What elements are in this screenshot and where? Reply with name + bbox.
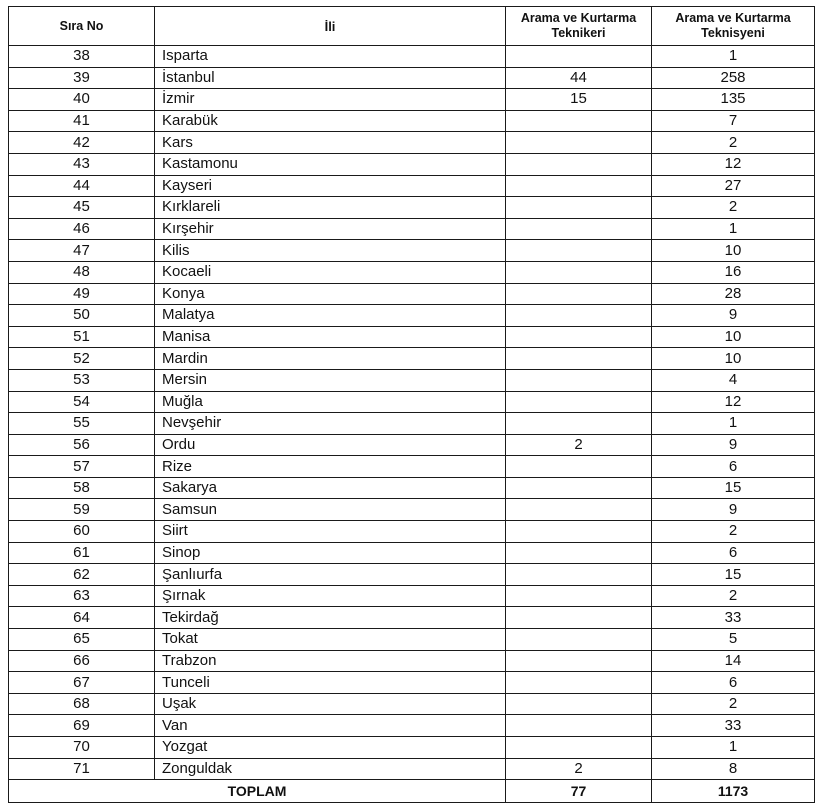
table-row [9, 650, 815, 672]
row-city: Kilis [155, 240, 506, 262]
row-city: Konya [155, 283, 506, 305]
table-row [9, 456, 815, 478]
row-tekniker [506, 693, 652, 715]
table-row [9, 564, 815, 586]
header-row [9, 7, 815, 46]
row-sira-no: 58 [9, 477, 155, 499]
row-teknisyen: 12 [652, 153, 815, 175]
row-sira-no: 69 [9, 715, 155, 737]
row-tekniker [506, 564, 652, 586]
row-tekniker [506, 650, 652, 672]
table-row [9, 175, 815, 197]
row-sira-no: 67 [9, 672, 155, 694]
row-teknisyen: 2 [652, 521, 815, 543]
row-sira-no: 38 [9, 46, 155, 68]
total-teknisyen: 1173 [652, 780, 815, 803]
total-row [9, 780, 815, 803]
row-tekniker [506, 218, 652, 240]
header-teknisyen: Arama ve Kurtarma Teknisyeni [652, 7, 815, 46]
row-city: Nevşehir [155, 413, 506, 435]
table-row [9, 715, 815, 737]
row-sira-no: 49 [9, 283, 155, 305]
row-sira-no: 39 [9, 67, 155, 89]
table-body [9, 46, 815, 780]
row-tekniker [506, 175, 652, 197]
row-sira-no: 43 [9, 153, 155, 175]
row-teknisyen: 135 [652, 89, 815, 111]
row-tekniker [506, 153, 652, 175]
table-row [9, 737, 815, 759]
table-row [9, 629, 815, 651]
row-tekniker [506, 629, 652, 651]
row-teknisyen: 9 [652, 434, 815, 456]
table-row [9, 672, 815, 694]
row-teknisyen: 1 [652, 737, 815, 759]
personnel-table [8, 6, 815, 803]
row-teknisyen: 9 [652, 305, 815, 327]
row-sira-no: 70 [9, 737, 155, 759]
row-teknisyen: 5 [652, 629, 815, 651]
row-tekniker [506, 197, 652, 219]
row-city: Tekirdağ [155, 607, 506, 629]
row-teknisyen: 2 [652, 585, 815, 607]
total-tekniker: 77 [506, 780, 652, 803]
table-row [9, 585, 815, 607]
row-teknisyen: 28 [652, 283, 815, 305]
row-teknisyen: 9 [652, 499, 815, 521]
header-ili: İli [155, 7, 506, 46]
row-teknisyen: 2 [652, 693, 815, 715]
row-tekniker [506, 737, 652, 759]
row-sira-no: 50 [9, 305, 155, 327]
table-row [9, 326, 815, 348]
row-teknisyen: 6 [652, 672, 815, 694]
row-city: Trabzon [155, 650, 506, 672]
row-city: Kastamonu [155, 153, 506, 175]
table-row [9, 89, 815, 111]
table-row [9, 110, 815, 132]
row-sira-no: 51 [9, 326, 155, 348]
row-teknisyen: 1 [652, 46, 815, 68]
row-tekniker [506, 542, 652, 564]
table-row [9, 218, 815, 240]
row-tekniker [506, 391, 652, 413]
row-city: Zonguldak [155, 758, 506, 780]
row-teknisyen: 15 [652, 564, 815, 586]
row-tekniker [506, 326, 652, 348]
row-tekniker [506, 607, 652, 629]
row-sira-no: 57 [9, 456, 155, 478]
row-teknisyen: 1 [652, 218, 815, 240]
row-tekniker: 15 [506, 89, 652, 111]
row-sira-no: 56 [9, 434, 155, 456]
row-teknisyen: 10 [652, 240, 815, 262]
table-row [9, 153, 815, 175]
row-city: Ordu [155, 434, 506, 456]
table-row [9, 305, 815, 327]
row-sira-no: 64 [9, 607, 155, 629]
row-tekniker [506, 521, 652, 543]
row-tekniker [506, 110, 652, 132]
row-city: Muğla [155, 391, 506, 413]
row-sira-no: 55 [9, 413, 155, 435]
table-row [9, 693, 815, 715]
row-teknisyen: 6 [652, 456, 815, 478]
row-tekniker [506, 499, 652, 521]
row-city: Kırklareli [155, 197, 506, 219]
row-sira-no: 41 [9, 110, 155, 132]
row-teknisyen: 15 [652, 477, 815, 499]
row-teknisyen: 10 [652, 348, 815, 370]
row-sira-no: 54 [9, 391, 155, 413]
row-sira-no: 42 [9, 132, 155, 154]
row-tekniker [506, 477, 652, 499]
row-city: Sinop [155, 542, 506, 564]
row-teknisyen: 8 [652, 758, 815, 780]
row-city: Mardin [155, 348, 506, 370]
total-label: TOPLAM [9, 780, 506, 803]
row-city: Samsun [155, 499, 506, 521]
row-city: Kocaeli [155, 261, 506, 283]
row-teknisyen: 10 [652, 326, 815, 348]
row-sira-no: 44 [9, 175, 155, 197]
row-city: İstanbul [155, 67, 506, 89]
row-sira-no: 45 [9, 197, 155, 219]
table-row [9, 391, 815, 413]
table-row [9, 240, 815, 262]
row-city: Van [155, 715, 506, 737]
row-sira-no: 46 [9, 218, 155, 240]
row-sira-no: 52 [9, 348, 155, 370]
row-teknisyen: 27 [652, 175, 815, 197]
row-sira-no: 40 [9, 89, 155, 111]
row-city: Tunceli [155, 672, 506, 694]
row-tekniker [506, 283, 652, 305]
header-tekniker: Arama ve Kurtarma Teknikeri [506, 7, 652, 46]
table-row [9, 521, 815, 543]
table-row [9, 413, 815, 435]
row-teknisyen: 33 [652, 607, 815, 629]
row-tekniker [506, 369, 652, 391]
table-header [9, 7, 815, 46]
row-city: Kayseri [155, 175, 506, 197]
row-teknisyen: 1 [652, 413, 815, 435]
table-row [9, 348, 815, 370]
personnel-table-container [8, 6, 814, 803]
row-tekniker [506, 348, 652, 370]
row-teknisyen: 16 [652, 261, 815, 283]
row-teknisyen: 4 [652, 369, 815, 391]
row-tekniker [506, 261, 652, 283]
table-row [9, 261, 815, 283]
row-sira-no: 63 [9, 585, 155, 607]
row-tekniker [506, 715, 652, 737]
row-tekniker [506, 240, 652, 262]
table-row [9, 46, 815, 68]
row-tekniker [506, 672, 652, 694]
row-teknisyen: 7 [652, 110, 815, 132]
table-row [9, 542, 815, 564]
table-row [9, 132, 815, 154]
table-row [9, 197, 815, 219]
row-city: Rize [155, 456, 506, 478]
row-city: Siirt [155, 521, 506, 543]
row-tekniker [506, 456, 652, 478]
row-tekniker: 44 [506, 67, 652, 89]
table-row [9, 477, 815, 499]
row-city: Tokat [155, 629, 506, 651]
row-tekniker [506, 132, 652, 154]
row-teknisyen: 258 [652, 67, 815, 89]
row-sira-no: 71 [9, 758, 155, 780]
row-sira-no: 61 [9, 542, 155, 564]
row-sira-no: 62 [9, 564, 155, 586]
row-teknisyen: 2 [652, 197, 815, 219]
row-city: Malatya [155, 305, 506, 327]
row-city: Kırşehir [155, 218, 506, 240]
row-city: Şırnak [155, 585, 506, 607]
row-sira-no: 68 [9, 693, 155, 715]
row-sira-no: 60 [9, 521, 155, 543]
row-city: Mersin [155, 369, 506, 391]
row-teknisyen: 6 [652, 542, 815, 564]
table-row [9, 67, 815, 89]
row-teknisyen: 2 [652, 132, 815, 154]
row-sira-no: 53 [9, 369, 155, 391]
table-row [9, 434, 815, 456]
row-city: Uşak [155, 693, 506, 715]
table-row [9, 758, 815, 780]
row-city: Karabük [155, 110, 506, 132]
row-sira-no: 66 [9, 650, 155, 672]
header-sira-no: Sıra No [9, 7, 155, 46]
row-sira-no: 59 [9, 499, 155, 521]
row-tekniker [506, 46, 652, 68]
row-city: Yozgat [155, 737, 506, 759]
row-city: Sakarya [155, 477, 506, 499]
row-tekniker [506, 413, 652, 435]
row-city: Şanlıurfa [155, 564, 506, 586]
row-sira-no: 65 [9, 629, 155, 651]
row-tekniker [506, 585, 652, 607]
row-city: Isparta [155, 46, 506, 68]
row-city: Manisa [155, 326, 506, 348]
row-tekniker: 2 [506, 434, 652, 456]
row-sira-no: 47 [9, 240, 155, 262]
row-sira-no: 48 [9, 261, 155, 283]
table-row [9, 607, 815, 629]
row-tekniker: 2 [506, 758, 652, 780]
row-city: İzmir [155, 89, 506, 111]
row-teknisyen: 33 [652, 715, 815, 737]
table-row [9, 283, 815, 305]
row-city: Kars [155, 132, 506, 154]
row-teknisyen: 14 [652, 650, 815, 672]
row-tekniker [506, 305, 652, 327]
table-row [9, 499, 815, 521]
row-teknisyen: 12 [652, 391, 815, 413]
table-row [9, 369, 815, 391]
